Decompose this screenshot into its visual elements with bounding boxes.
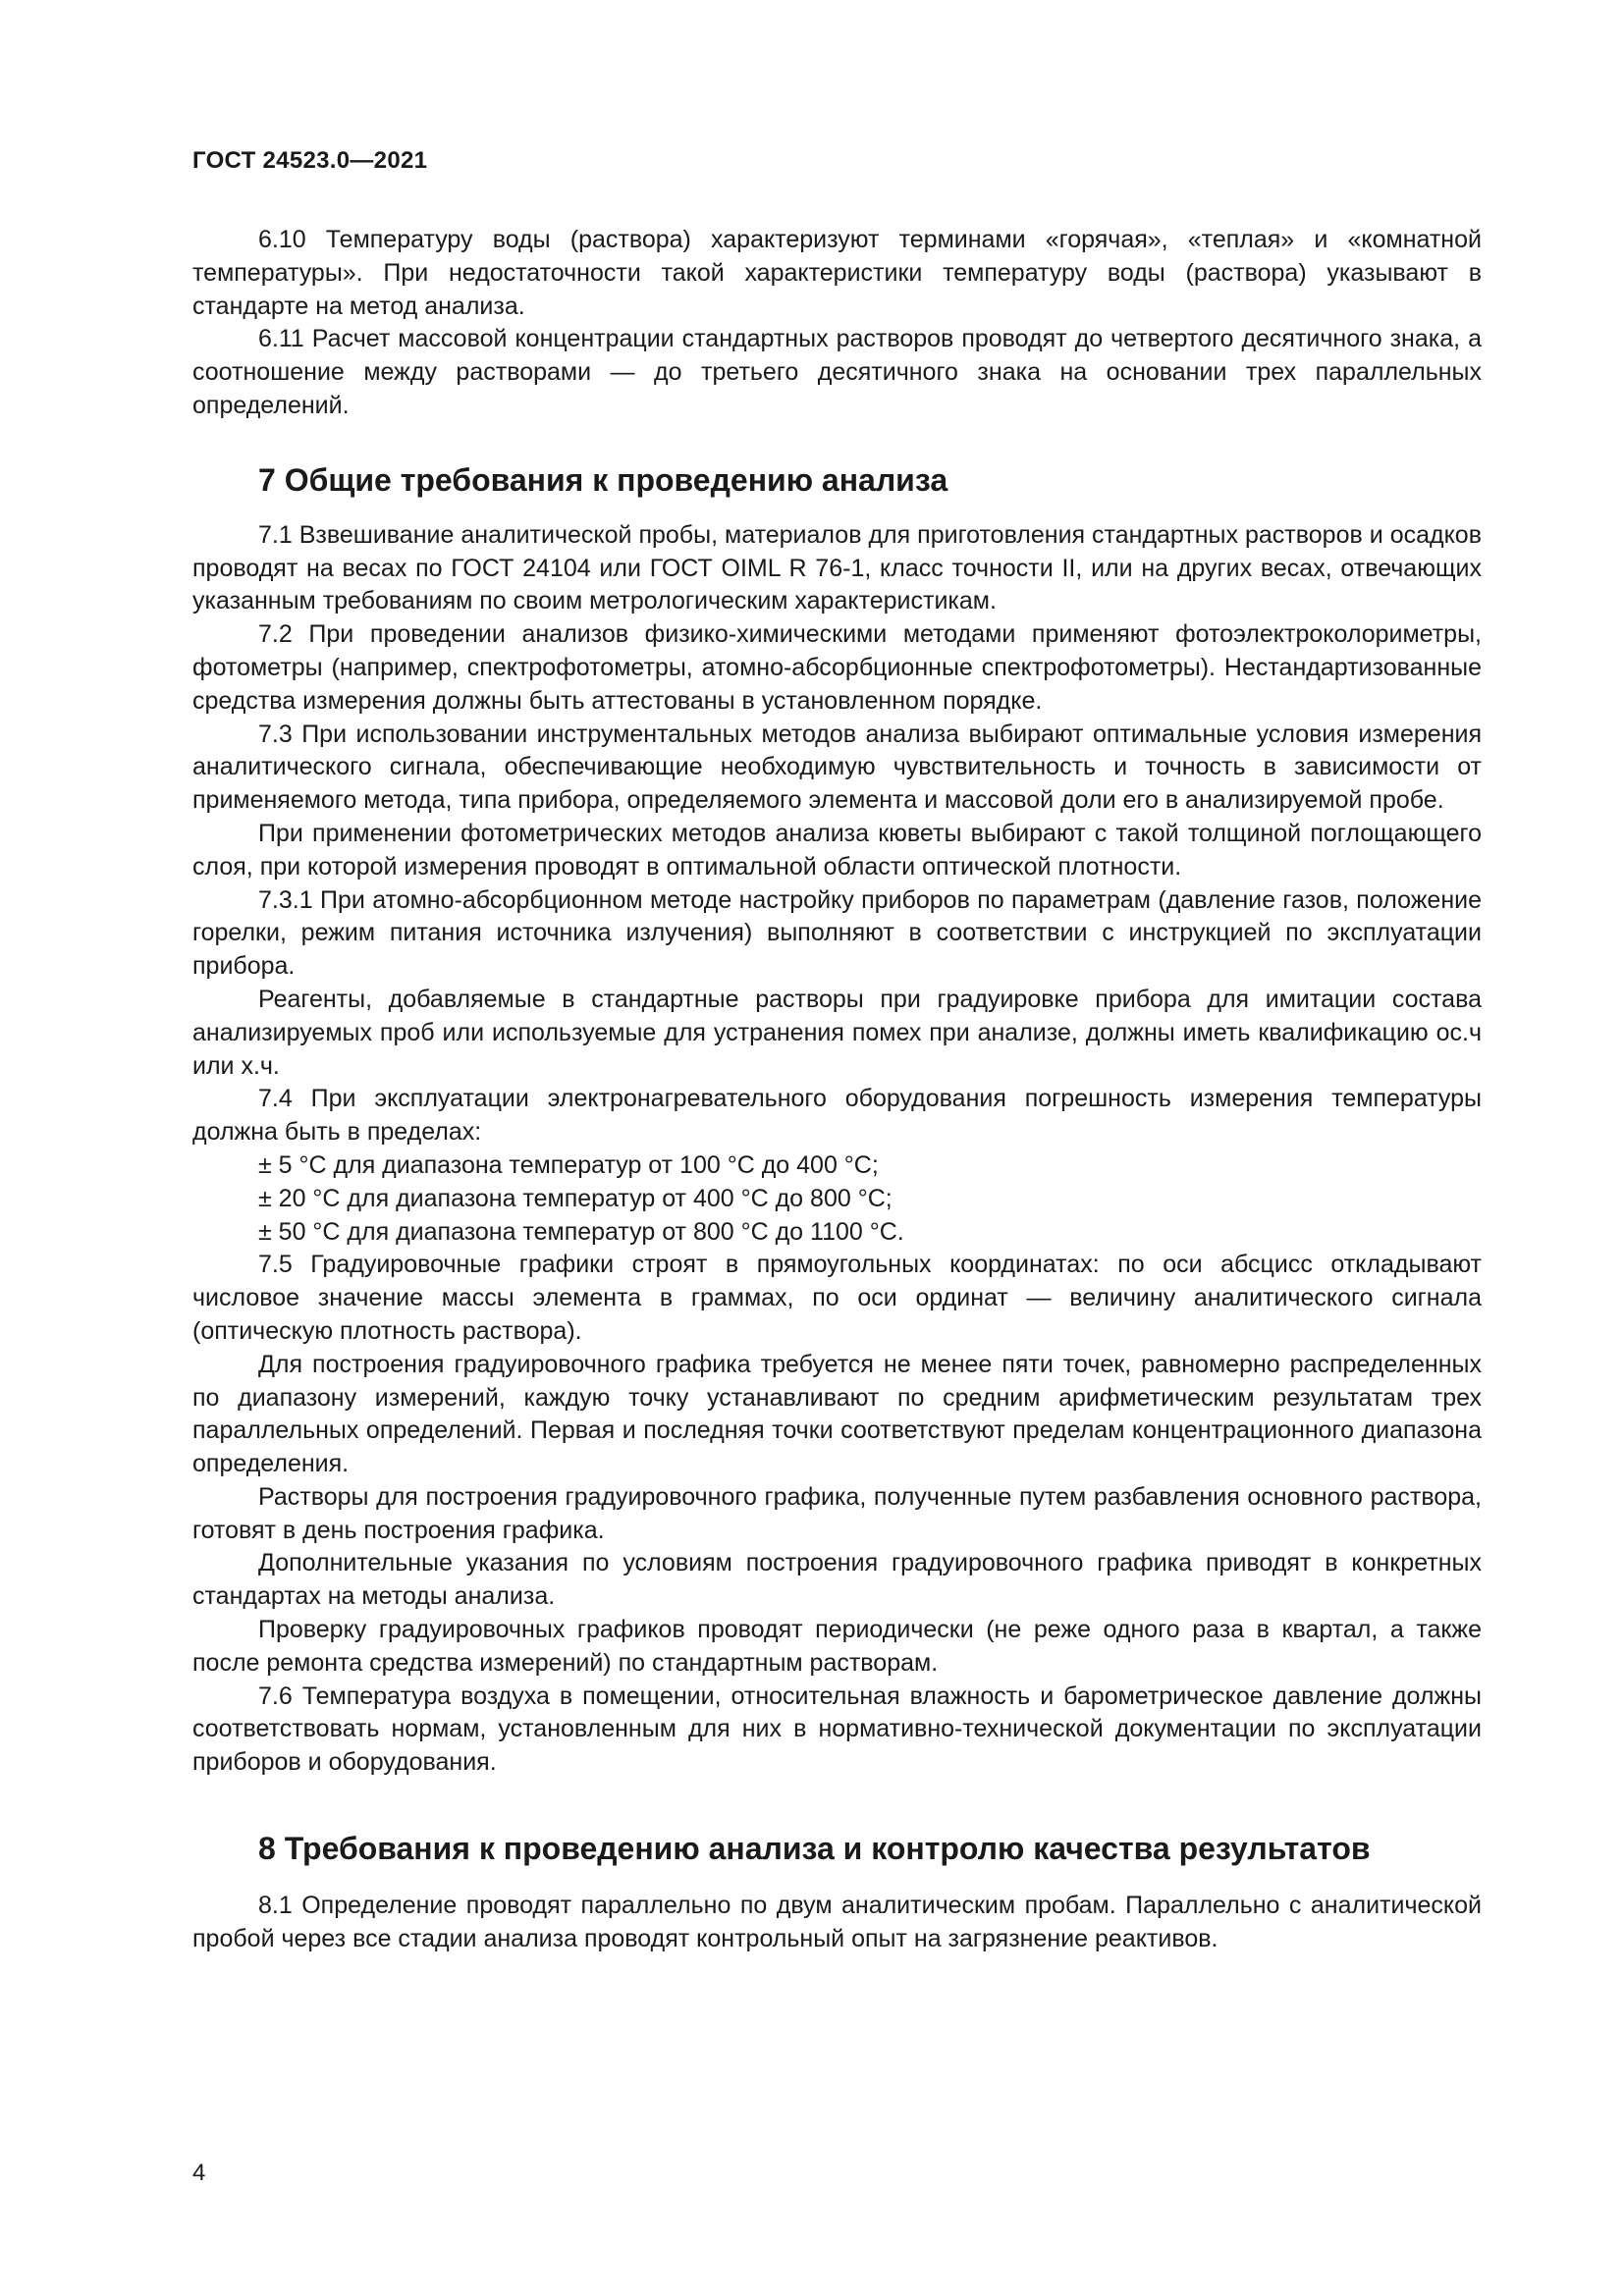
document-code-header: ГОСТ 24523.0—2021: [192, 147, 428, 174]
paragraph-7-6: 7.6 Температура воздуха в помещении, относительная влажность и барометрическое давление должны соответствовать нормам, установленным для них в нормативно-технической документации по эксплуатации приборов и оборудования.: [192, 1682, 1482, 1777]
temperature-tolerance-line: ± 50 °С для диапазона температур от 800 °С до 1100 °С.: [258, 1217, 904, 1246]
paragraph-7-3-1: 7.3.1 При атомно-абсорбционном методе настройку приборов по параметрам (давление газов, положение горелки, режим питания источника излучения) выполняют в соответствии с инструкцией по эксплуатации прибора.: [192, 885, 1482, 981]
paragraph-7-5-additional: Дополнительные указания по условиям построения градуировочного графика приводят в конкретных стандартах на методы анализа.: [192, 1549, 1482, 1611]
section-8-heading: 8 Требования к проведению анализа и контролю качества результатов: [258, 1831, 1371, 1867]
paragraph-7-3-photometric: При применении фотометрических методов анализа кюветы выбирают с такой толщиной поглощающего слоя, при которой измерения проводят в оптимальной области оптической плотности.: [192, 819, 1482, 881]
paragraph-7-5-solutions: Растворы для построения градуировочного графика, полученные путем разбавления основного раствора, готовят в день построения графика.: [192, 1482, 1482, 1544]
paragraph-6-10: 6.10 Температуру воды (раствора) характеризуют терминами «горячая», «теплая» и «комнатной температуры». При недостаточности такой характеристики температуру воды (раствора) указывают в стандарте на метод анализа.: [192, 226, 1482, 320]
paragraph-7-2: 7.2 При проведении анализов физико-химическими методами применяют фотоэлектроколориметры, фотометры (например, спектрофотометры, атомно-абсорбционные спектрофотометры). Нестандартизованные средства измерения должны быть аттестованы в установленном порядке.: [192, 620, 1482, 715]
paragraph-7-5: 7.5 Градуировочные графики строят в прямоугольных координатах: по оси абсцисс откладывают числовое значение массы элемента в граммах, по оси ординат — величину аналитического сигнала (оптическую плотность раствора).: [192, 1251, 1482, 1345]
page-number: 4: [192, 2160, 206, 2186]
temperature-tolerance-line: ± 20 °С для диапазона температур от 400 °С до 800 °С;: [258, 1184, 893, 1212]
paragraph-7-5-verification: Проверку градуировочных графиков проводят периодически (не реже одного раза в квартал, а также после ремонта средства измерений) по стандартным растворам.: [192, 1616, 1482, 1677]
paragraph-7-1: 7.1 Взвешивание аналитической пробы, материалов для приготовления стандартных растворов и осадков проводят на весах по ГОСТ 24104 или ГОСТ OIML R 76-1, класс точности II, или на других весах, отвечающих указанным требованиям по своим метрологическим характеристикам.: [192, 520, 1482, 615]
paragraph-7-3: 7.3 При использовании инструментальных методов анализа выбирают оптимальные условия измерения аналитического сигнала, обеспечивающие необходимую чувствительность и точность в зависимости от применяемого метода, типа прибора, определяемого элемента и массовой доли его в анализируемой пробе.: [192, 720, 1482, 815]
paragraph-7-5-points: Для построения градуировочного графика требуется не менее пяти точек, равномерно распределенных по диапазону измерений, каждую точку устанавливают по средним арифметическим результатам трех параллельных определений. Первая и последняя точки соответствуют пределам концентрационного диапазона определения.: [192, 1350, 1482, 1478]
page-content: [192, 224, 1482, 1956]
section-7-heading: 7 Общие требования к проведению анализа: [258, 461, 948, 498]
paragraph-8-1: 8.1 Определение проводят параллельно по двум аналитическим пробам. Параллельно с аналитической пробой через все стадии анализа проводят контрольный опыт на загрязнение реактивов.: [192, 1892, 1482, 1952]
paragraph-6-11: 6.11 Расчет массовой концентрации стандартных растворов проводят до четвертого десятичного знака, а соотношение между растворами — до третьего десятичного знака на основании трех параллельных определений.: [192, 325, 1482, 419]
temperature-tolerance-line: ± 5 °С для диапазона температур от 100 °С до 400 °С;: [258, 1150, 879, 1179]
paragraph-7-3-1-reagents: Реагенты, добавляемые в стандартные растворы при градуировке прибора для имитации состава анализируемых проб или используемые для устранения помех при анализе, должны иметь квалификацию ос.ч или х.ч.: [192, 985, 1482, 1080]
paragraph-7-4: 7.4 При эксплуатации электронагревательного оборудования погрешность измерения температуры должна быть в пределах:: [192, 1085, 1482, 1147]
